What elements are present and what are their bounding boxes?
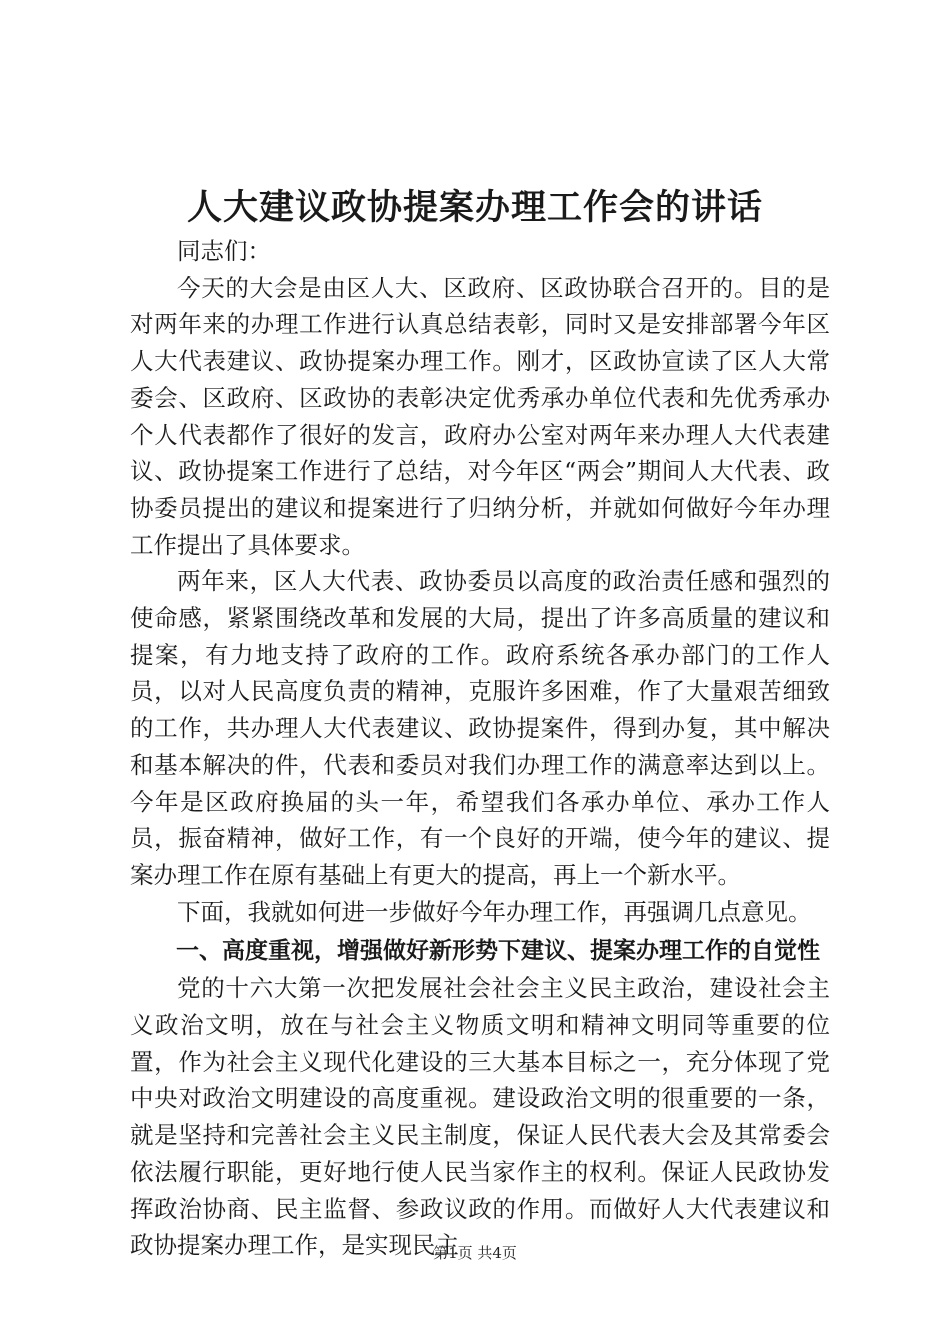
page-number-footer: 第1页 共4页 bbox=[433, 1244, 517, 1262]
paragraph-3: 下面，我就如何进一步做好今年办理工作，再强调几点意见。 bbox=[177, 897, 812, 926]
paragraph-4: 党的十六大第一次把发展社会社会主义民主政治，建设社会主义政治文明，放在与社会主义物质文明和精神文明同等重要的位置，作为社会主义现代化建设的三大基本目标之一，充分体现了党中央对政治文明建设的高度重视。建设政治文明的很重要的一条，就是坚持和完善社会主义民主制度，保证人民代表大会及其常委会依法履行职能，更好地行使人民当家作主的权利。保证人民政协发挥政治协商、民主监督、参政议政的作用。而做好人大代表建议和政协提案办理工作，是实现民主 bbox=[130, 974, 830, 1260]
document-body bbox=[130, 233, 830, 1264]
paragraph-2: 两年来，区人大代表、政协委员以高度的政治责任感和强烈的使命感，紧紧围绕改革和发展的大局，提出了许多高质量的建议和提案，有力地支持了政府的工作。政府系统各承办部门的工作人员，以对人民高度负责的精神，克服许多困难，作了大量艰苦细致的工作，共办理人大代表建议、政协提案件，得到办复，其中解决和基本解决的件，代表和委员对我们办理工作的满意率达到以上。今年是区政府换届的头一年，希望我们各承办单位、承办工作人员，振奋精神，做好工作，有一个良好的开端，使今年的建议、提案办理工作在原有基础上有更大的提高，再上一个新水平。 bbox=[130, 567, 830, 889]
document-title: 人大建议政协提案办理工作会的讲话 bbox=[186, 187, 763, 228]
paragraph-1: 今天的大会是由区人大、区政府、区政协联合召开的。目的是对两年来的办理工作进行认真总结表彰，同时又是安排部署今年区人大代表建议、政协提案办理工作。刚才，区政协宣读了区人大常委会、区政府、区政协的表彰决定优秀承办单位代表和先优秀承办个人代表都作了很好的发言，政府办公室对两年来办理人大代表建议、政协提案工作进行了总结，对今年区“两会”期间人大代表、政协委员提出的建议和提案进行了归纳分析，并就如何做好今年办理工作提出了具体要求。 bbox=[130, 273, 830, 559]
section-heading-1: 一、高度重视，增强做好新形势下建议、提案办理工作的自觉性 bbox=[176, 938, 820, 965]
salutation: 同志们： bbox=[177, 237, 271, 265]
